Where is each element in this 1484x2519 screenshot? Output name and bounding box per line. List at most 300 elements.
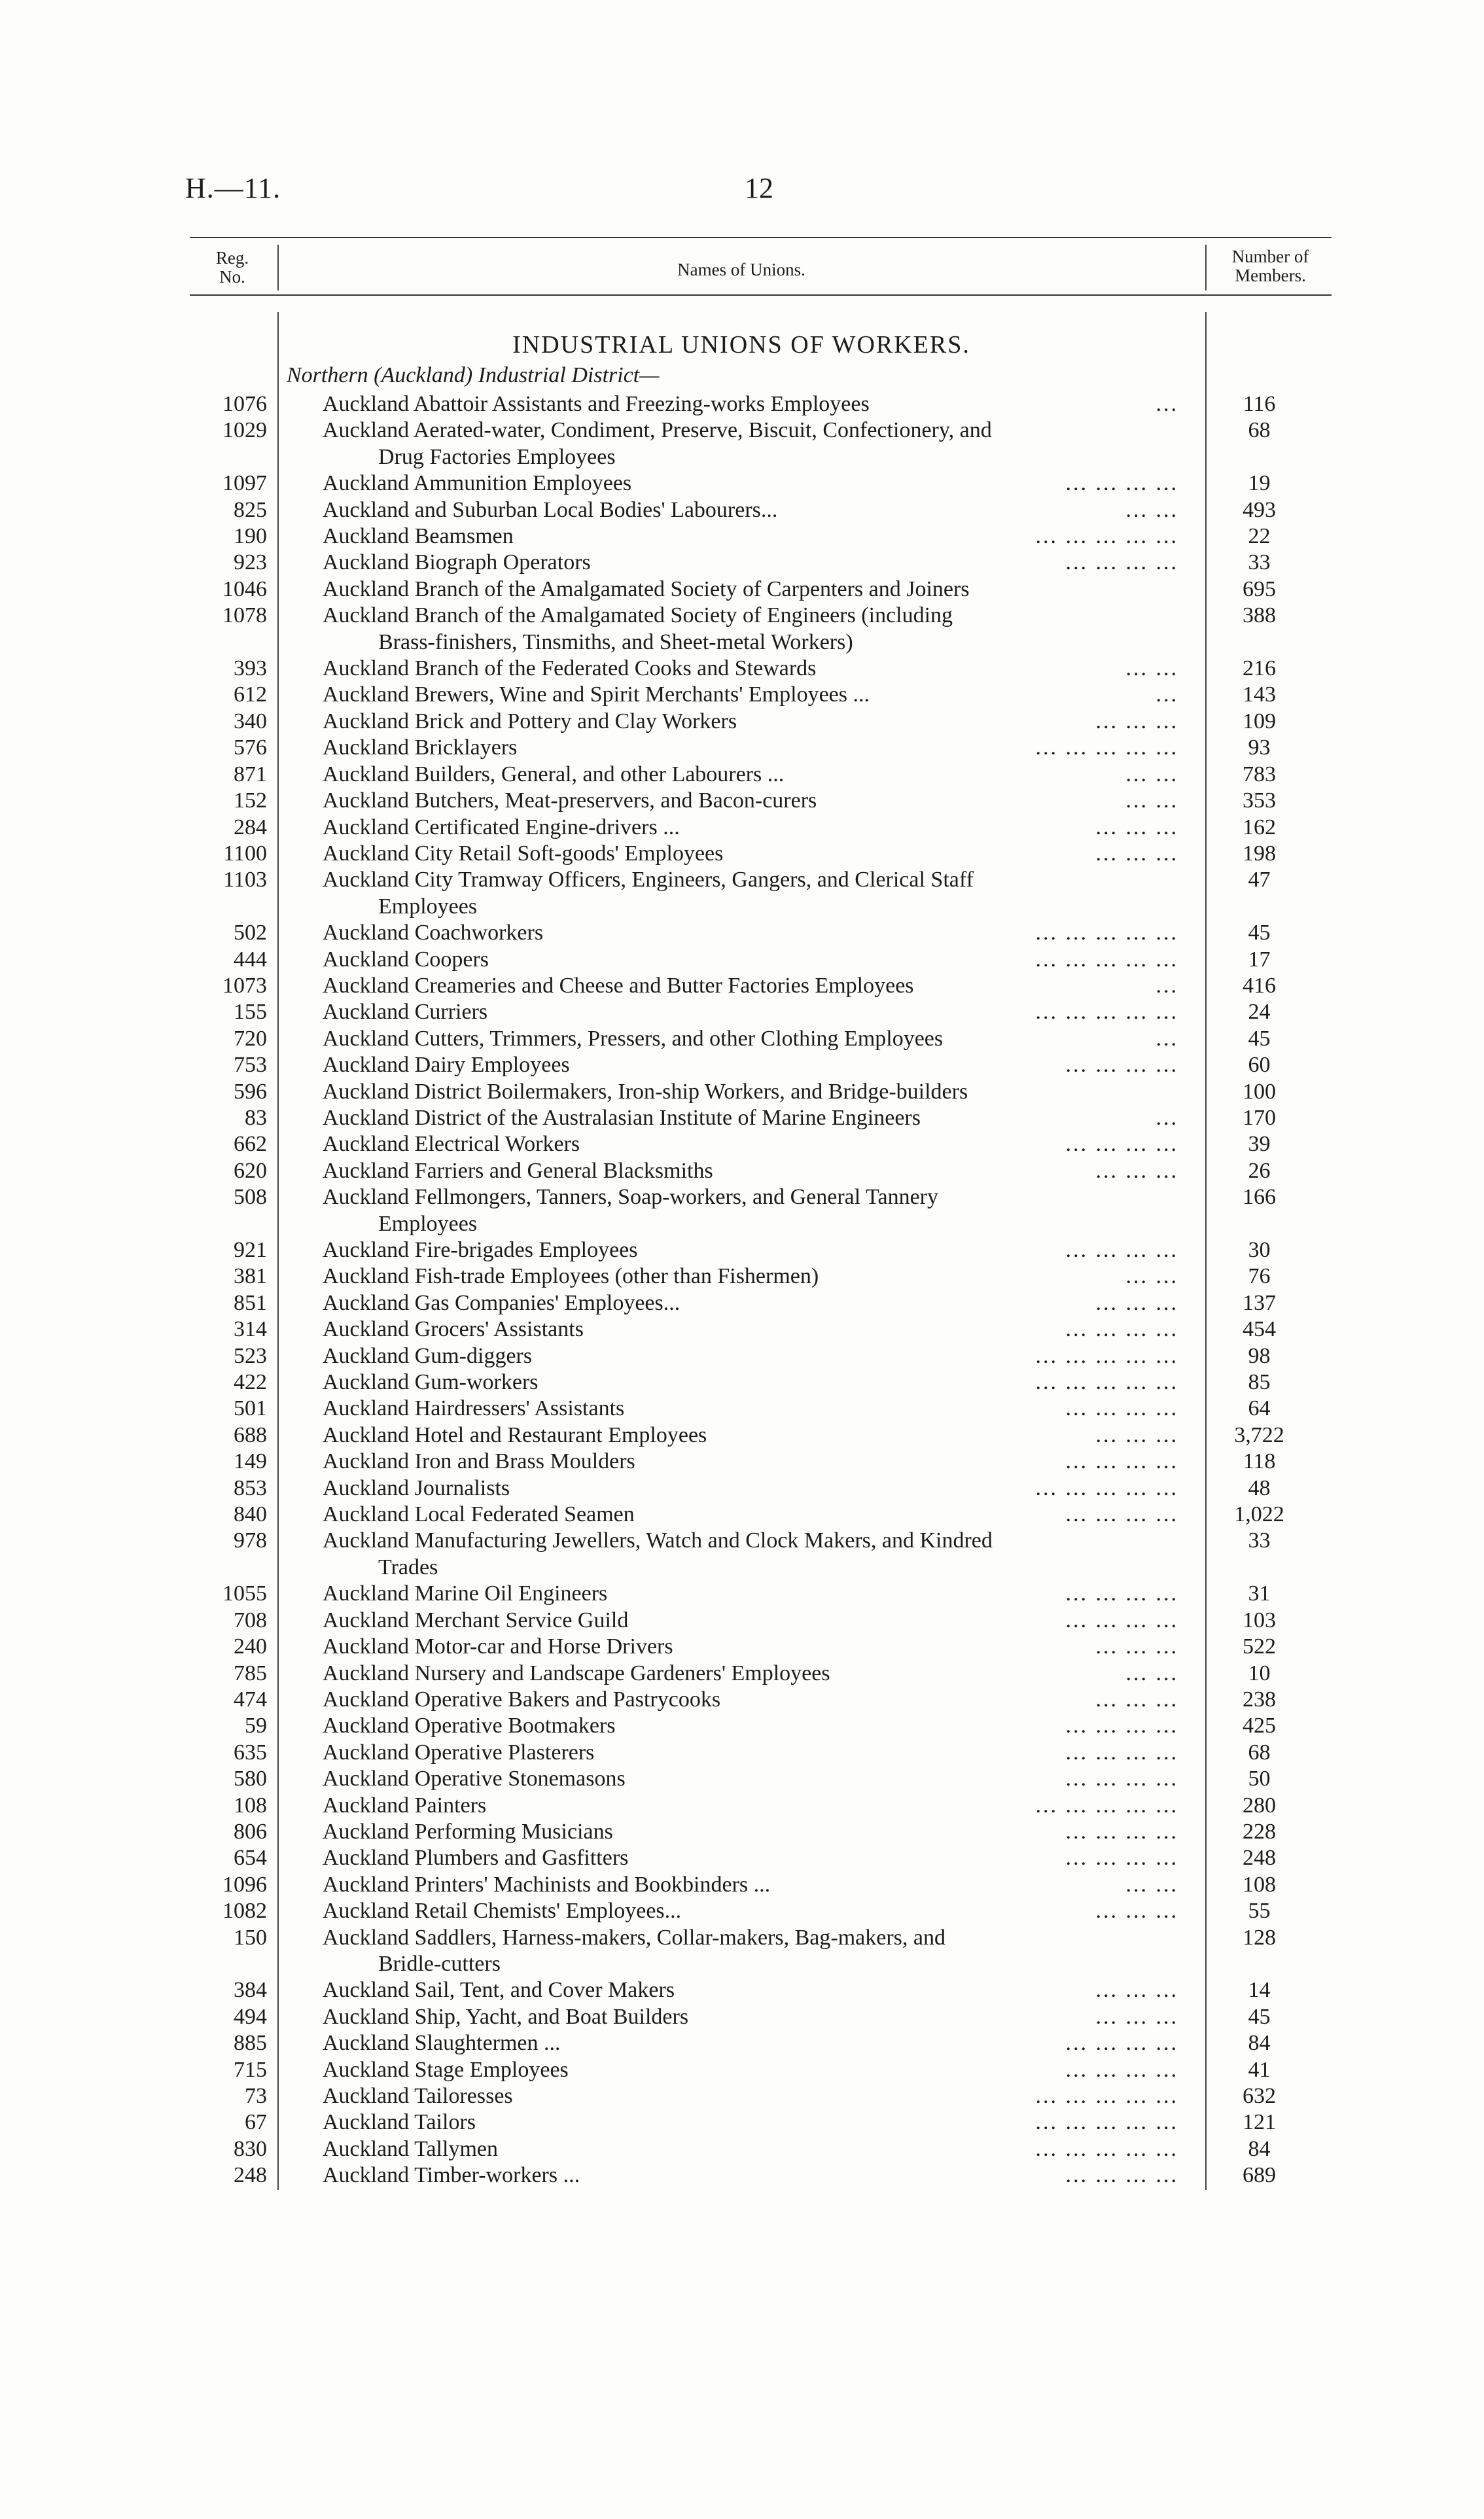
district-heading: Northern (Auckland) Industrial District— bbox=[287, 363, 660, 387]
member-count: 162 bbox=[1243, 815, 1276, 839]
union-name-line: Auckland Journalists bbox=[323, 1475, 510, 1500]
reg-number: 523 bbox=[234, 1343, 267, 1368]
union-name-line: Auckland Saddlers, Harness-makers, Collar-makers, Bag-makers, and bbox=[323, 1925, 945, 1950]
reg-number: 155 bbox=[234, 1000, 267, 1025]
reg-number: 708 bbox=[234, 1608, 267, 1632]
union-name bbox=[323, 1977, 1178, 2003]
union-name-line: Auckland Bricklayers bbox=[323, 735, 518, 760]
union-name-continuation: Employees bbox=[378, 1211, 478, 1236]
table-row bbox=[190, 1343, 1332, 1369]
table-row bbox=[190, 417, 1332, 470]
reg-number: 1029 bbox=[222, 418, 267, 443]
table-row bbox=[190, 2109, 1332, 2136]
member-count: 198 bbox=[1243, 841, 1276, 866]
union-name-line: Auckland Local Federated Seamen bbox=[323, 1502, 635, 1527]
reg-number: 393 bbox=[234, 656, 267, 681]
union-name bbox=[323, 1581, 1178, 1607]
table-row bbox=[190, 1026, 1332, 1052]
union-name-line: Auckland and Suburban Local Bodies' Labourers... bbox=[323, 497, 778, 522]
union-name-line: Auckland Branch of the Amalgamated Society of Engineers (including bbox=[323, 603, 953, 628]
union-name-line: Auckland Nursery and Landscape Gardeners' Employees bbox=[323, 1661, 830, 1685]
table-row bbox=[190, 788, 1332, 814]
reg-number: 825 bbox=[234, 497, 267, 522]
union-name-line: Auckland Beamsmen bbox=[323, 524, 514, 549]
table-row bbox=[190, 1237, 1332, 1263]
union-name bbox=[323, 2057, 1178, 2083]
reg-number: 248 bbox=[234, 2163, 267, 2188]
leader-dots: ... ... ... ... bbox=[1065, 2031, 1178, 2056]
table-row bbox=[190, 1687, 1332, 1713]
member-count: 10 bbox=[1248, 1661, 1271, 1685]
union-name bbox=[323, 999, 1178, 1025]
page-number: 12 bbox=[745, 172, 773, 204]
reg-number: 1073 bbox=[222, 973, 267, 998]
leader-dots: ... ... ... ... ... bbox=[1035, 1475, 1178, 1500]
leader-dots: ... ... ... bbox=[1095, 1687, 1178, 1712]
leader-dots: ... ... ... bbox=[1095, 1634, 1178, 1659]
table-row bbox=[190, 576, 1332, 603]
union-name-line: Auckland Tallymen bbox=[323, 2136, 498, 2161]
reg-number: 314 bbox=[234, 1317, 267, 1342]
union-name bbox=[323, 1819, 1178, 1845]
union-name bbox=[323, 603, 1178, 656]
member-count: 68 bbox=[1248, 1740, 1271, 1765]
union-name-continuation: Bridle-cutters bbox=[378, 1951, 501, 1976]
union-name-line: Auckland Fellmongers, Tanners, Soap-workers, and General Tannery bbox=[323, 1185, 938, 1210]
member-count: 103 bbox=[1243, 1608, 1276, 1632]
leader-dots: ... ... ... ... bbox=[1065, 471, 1178, 496]
union-name bbox=[323, 1661, 1178, 1687]
table-row bbox=[190, 2004, 1332, 2030]
table-row bbox=[190, 1079, 1332, 1105]
leader-dots: ... ... ... bbox=[1095, 2004, 1178, 2029]
member-count: 26 bbox=[1248, 1158, 1271, 1183]
leader-dots: ... ... ... ... ... bbox=[1035, 524, 1178, 549]
member-count: 98 bbox=[1248, 1343, 1271, 1368]
union-name-line: Auckland Gum-diggers bbox=[323, 1343, 533, 1368]
member-count: 84 bbox=[1248, 2031, 1271, 2056]
table-row bbox=[190, 920, 1332, 946]
union-name-line: Auckland Timber-workers ... bbox=[323, 2163, 580, 2188]
member-count: 116 bbox=[1243, 392, 1276, 416]
leader-dots: ... bbox=[1156, 973, 1178, 998]
member-count: 47 bbox=[1248, 868, 1271, 892]
member-count: 128 bbox=[1243, 1925, 1276, 1950]
table-row bbox=[190, 1608, 1332, 1634]
reg-number: 149 bbox=[234, 1449, 267, 1474]
member-count: 689 bbox=[1243, 2163, 1276, 2188]
reg-number: 654 bbox=[234, 1846, 267, 1871]
reg-number: 753 bbox=[234, 1053, 267, 1078]
union-name-line: Auckland Curriers bbox=[323, 1000, 488, 1025]
union-name-line: Auckland Operative Bootmakers bbox=[323, 1714, 616, 1738]
reg-number: 871 bbox=[234, 762, 267, 786]
leader-dots: ... ... ... ... ... bbox=[1035, 947, 1178, 972]
leader-dots: ... ... ... ... bbox=[1065, 1132, 1178, 1157]
member-count: 118 bbox=[1243, 1449, 1276, 1474]
member-count: 170 bbox=[1243, 1105, 1276, 1130]
column-header-names: Names of Unions. bbox=[677, 260, 805, 279]
leader-dots: ... ... ... bbox=[1095, 1290, 1178, 1315]
reg-number: 785 bbox=[234, 1661, 267, 1685]
union-name bbox=[323, 576, 1178, 603]
member-count: 166 bbox=[1243, 1185, 1276, 1210]
table-row bbox=[190, 603, 1332, 656]
member-count: 388 bbox=[1243, 603, 1276, 628]
table-row bbox=[190, 1845, 1332, 1871]
member-count: 60 bbox=[1248, 1053, 1271, 1078]
leader-dots: ... ... ... ... ... bbox=[1035, 735, 1178, 760]
reg-number: 830 bbox=[234, 2136, 267, 2161]
leader-dots: ... ... ... bbox=[1095, 815, 1178, 839]
union-name bbox=[323, 1475, 1178, 1502]
union-name-line: Auckland Branch of the Amalgamated Society of Carpenters and Joiners bbox=[323, 576, 970, 601]
union-name bbox=[323, 1158, 1178, 1184]
member-count: 24 bbox=[1248, 1000, 1271, 1025]
union-name bbox=[323, 1687, 1178, 1713]
section-title: INDUSTRIAL UNIONS OF WORKERS. bbox=[512, 331, 970, 359]
leader-dots: ... ... bbox=[1125, 1661, 1178, 1685]
member-count: 454 bbox=[1243, 1317, 1276, 1342]
reg-number: 444 bbox=[234, 947, 267, 972]
leader-dots: ... ... ... ... bbox=[1065, 1714, 1178, 1738]
reg-number: 715 bbox=[234, 2057, 267, 2082]
union-name bbox=[323, 1343, 1178, 1369]
leader-dots: ... ... ... bbox=[1095, 1158, 1178, 1183]
reg-number: 384 bbox=[234, 1978, 267, 2003]
member-count: 493 bbox=[1243, 497, 1276, 522]
table-row bbox=[190, 1369, 1332, 1396]
union-name-line: Auckland Butchers, Meat-preservers, and Bacon-curers bbox=[323, 788, 817, 813]
reg-number: 1097 bbox=[222, 471, 267, 496]
union-name-line: Auckland Fire-brigades Employees bbox=[323, 1238, 638, 1262]
leader-dots: ... ... ... ... ... bbox=[1035, 2110, 1178, 2135]
union-name bbox=[323, 682, 1178, 708]
union-name bbox=[323, 470, 1178, 497]
table-row bbox=[190, 735, 1332, 761]
reg-number: 59 bbox=[245, 1714, 267, 1738]
table-row bbox=[190, 1819, 1332, 1845]
column-divider bbox=[1205, 245, 1207, 291]
union-name bbox=[323, 1872, 1178, 1898]
reg-number: 921 bbox=[234, 1238, 267, 1262]
table-row bbox=[190, 1528, 1332, 1581]
union-name bbox=[323, 1237, 1178, 1263]
union-name bbox=[323, 1316, 1178, 1343]
union-name bbox=[323, 973, 1178, 999]
member-count: 100 bbox=[1243, 1079, 1276, 1104]
union-name-line: Auckland Operative Bakers and Pastrycooks bbox=[323, 1687, 721, 1712]
union-name bbox=[323, 1263, 1178, 1290]
union-name-line: Auckland Slaughtermen ... bbox=[323, 2031, 561, 2056]
member-count: 68 bbox=[1248, 418, 1271, 443]
page-header bbox=[185, 171, 1320, 211]
union-name bbox=[323, 550, 1178, 576]
table-row bbox=[190, 2136, 1332, 2162]
union-name bbox=[323, 2162, 1178, 2189]
leader-dots: ... ... ... ... bbox=[1065, 1502, 1178, 1527]
table-row bbox=[190, 1316, 1332, 1343]
leader-dots: ... ... ... ... ... bbox=[1035, 921, 1178, 945]
leader-dots: ... ... ... ... bbox=[1065, 1608, 1178, 1632]
union-name bbox=[323, 2136, 1178, 2162]
union-name-line: Auckland Grocers' Assistants bbox=[323, 1317, 584, 1342]
table-row bbox=[190, 1184, 1332, 1237]
leader-dots: ... ... ... ... bbox=[1065, 1238, 1178, 1262]
leader-dots: ... bbox=[1156, 392, 1178, 416]
union-name bbox=[323, 1740, 1178, 1766]
reg-number: 885 bbox=[234, 2031, 267, 2056]
union-name bbox=[323, 709, 1178, 735]
leader-dots: ... ... ... ... bbox=[1065, 1581, 1178, 1606]
table-top-rule bbox=[190, 237, 1332, 238]
union-name bbox=[323, 1052, 1178, 1078]
union-name-line: Auckland Motor-car and Horse Drivers bbox=[323, 1634, 673, 1659]
member-count: 31 bbox=[1248, 1581, 1271, 1606]
leader-dots: ... ... ... ... bbox=[1065, 1317, 1178, 1342]
table-row bbox=[190, 973, 1332, 999]
leader-dots: ... ... bbox=[1125, 762, 1178, 786]
leader-dots: ... ... ... ... ... bbox=[1035, 1343, 1178, 1368]
union-name bbox=[323, 1290, 1178, 1316]
leader-dots: ... ... ... bbox=[1095, 1899, 1178, 1924]
table-row bbox=[190, 497, 1332, 523]
union-name-line: Auckland Tailoresses bbox=[323, 2084, 513, 2108]
reg-number: 720 bbox=[234, 1026, 267, 1051]
reg-number: 108 bbox=[234, 1793, 267, 1818]
member-count: 50 bbox=[1248, 1767, 1271, 1791]
leader-dots: ... ... ... ... ... bbox=[1035, 1370, 1178, 1395]
member-count: 248 bbox=[1243, 1846, 1276, 1871]
member-count: 695 bbox=[1243, 576, 1276, 601]
member-count: 30 bbox=[1248, 1238, 1271, 1262]
union-name-line: Auckland Painters bbox=[323, 1793, 487, 1818]
member-count: 416 bbox=[1243, 973, 1276, 998]
leader-dots: ... ... ... ... bbox=[1065, 1396, 1178, 1421]
member-count: 39 bbox=[1248, 1132, 1271, 1157]
union-name-continuation: Trades bbox=[378, 1555, 438, 1579]
union-name-line: Auckland Iron and Brass Moulders bbox=[323, 1449, 635, 1474]
union-name-line: Auckland Gas Companies' Employees... bbox=[323, 1290, 680, 1315]
member-count: 121 bbox=[1243, 2110, 1276, 2135]
reg-number: 494 bbox=[234, 2004, 267, 2029]
union-name-line: Auckland District Boilermakers, Iron-ship Workers, and Bridge-builders bbox=[323, 1079, 968, 1104]
union-name-line: Auckland Brick and Pottery and Clay Workers bbox=[323, 709, 737, 733]
union-name-line: Auckland District of the Australasian Institute of Marine Engineers bbox=[323, 1105, 921, 1130]
reg-number: 635 bbox=[234, 1740, 267, 1765]
member-count: 108 bbox=[1243, 1872, 1276, 1897]
union-name-line: Auckland Sail, Tent, and Cover Makers bbox=[323, 1978, 675, 2003]
union-name bbox=[323, 1528, 1178, 1581]
reg-number: 508 bbox=[234, 1185, 267, 1210]
union-name-continuation: Drug Factories Employees bbox=[378, 444, 616, 469]
table-row bbox=[190, 2057, 1332, 2083]
table-row bbox=[190, 1661, 1332, 1687]
leader-dots: ... ... ... ... bbox=[1065, 550, 1178, 575]
union-name bbox=[323, 497, 1178, 523]
union-name bbox=[323, 1925, 1178, 1978]
reg-number: 1100 bbox=[223, 841, 267, 866]
reg-number: 923 bbox=[234, 550, 267, 575]
union-name bbox=[323, 762, 1178, 788]
member-count: 14 bbox=[1248, 1978, 1271, 2003]
union-name bbox=[323, 788, 1178, 814]
union-name bbox=[323, 1766, 1178, 1792]
union-name bbox=[323, 1634, 1178, 1660]
union-name bbox=[323, 1422, 1178, 1449]
table-row bbox=[190, 867, 1332, 920]
table-row bbox=[190, 1052, 1332, 1078]
leader-dots: ... bbox=[1156, 1026, 1178, 1051]
member-count: 783 bbox=[1243, 762, 1276, 786]
reg-number: 978 bbox=[234, 1528, 267, 1553]
member-count: 84 bbox=[1248, 2136, 1271, 2161]
union-name-line: Auckland Stage Employees bbox=[323, 2057, 569, 2082]
union-name bbox=[323, 417, 1178, 470]
union-name-line: Auckland Aerated-water, Condiment, Preserve, Biscuit, Confectionery, and bbox=[323, 418, 992, 443]
column-divider bbox=[277, 245, 279, 291]
union-name-line: Auckland Manufacturing Jewellers, Watch and Clock Makers, and Kindred bbox=[323, 1528, 993, 1553]
union-name bbox=[323, 1105, 1178, 1131]
member-count: 228 bbox=[1243, 1819, 1276, 1844]
member-count: 33 bbox=[1248, 1528, 1271, 1553]
union-name-line: Auckland Merchant Service Guild bbox=[323, 1608, 629, 1632]
reg-number: 1096 bbox=[222, 1872, 267, 1897]
document-reference: H.—11. bbox=[185, 172, 281, 204]
union-name-line: Auckland Hotel and Restaurant Employees bbox=[323, 1422, 707, 1447]
table-row bbox=[190, 2162, 1332, 2189]
reg-number: 67 bbox=[245, 2110, 267, 2135]
table-row bbox=[190, 1793, 1332, 1819]
table-row bbox=[190, 2083, 1332, 2109]
reg-number: 340 bbox=[234, 709, 267, 733]
leader-dots: ... ... bbox=[1125, 656, 1178, 681]
table-row bbox=[190, 1449, 1332, 1475]
reg-number: 662 bbox=[234, 1132, 267, 1157]
reg-number: 1055 bbox=[222, 1581, 267, 1606]
leader-dots: ... ... ... ... bbox=[1065, 1819, 1178, 1844]
member-count: 238 bbox=[1243, 1687, 1276, 1712]
union-name bbox=[323, 1898, 1178, 1924]
table-row bbox=[190, 2030, 1332, 2056]
union-name-line: Auckland Operative Stonemasons bbox=[323, 1767, 626, 1791]
table-row bbox=[190, 1634, 1332, 1660]
column-header-reg-no: Reg. No. bbox=[215, 248, 249, 287]
leader-dots: ... ... ... bbox=[1095, 841, 1178, 866]
union-name bbox=[323, 1369, 1178, 1396]
leader-dots: ... ... bbox=[1125, 1872, 1178, 1897]
leader-dots: ... ... ... ... ... bbox=[1035, 2084, 1178, 2108]
union-name bbox=[323, 1079, 1178, 1105]
table-body bbox=[190, 391, 1332, 2189]
reg-number: 190 bbox=[234, 524, 267, 549]
member-count: 33 bbox=[1248, 550, 1271, 575]
union-name-line: Auckland Biograph Operators bbox=[323, 550, 591, 575]
union-name-line: Auckland Ammunition Employees bbox=[323, 471, 632, 496]
leader-dots: ... ... ... ... bbox=[1065, 1767, 1178, 1791]
reg-number: 422 bbox=[234, 1370, 267, 1395]
table-row bbox=[190, 1713, 1332, 1739]
table-row bbox=[190, 1475, 1332, 1502]
member-count: 45 bbox=[1248, 2004, 1271, 2029]
union-name-line: Auckland City Tramway Officers, Engineers, Gangers, and Clerical Staff bbox=[323, 868, 974, 892]
table-row bbox=[190, 1422, 1332, 1449]
table-row bbox=[190, 709, 1332, 735]
reg-number: 1046 bbox=[222, 576, 267, 601]
column-header-members: Number of Members. bbox=[1231, 247, 1309, 285]
table-row bbox=[190, 656, 1332, 682]
union-name-line: Auckland Dairy Employees bbox=[323, 1053, 570, 1078]
union-name-line: Auckland Tailors bbox=[323, 2110, 476, 2135]
table-row bbox=[190, 1872, 1332, 1898]
leader-dots: ... ... ... ... bbox=[1065, 1053, 1178, 1078]
reg-number: 474 bbox=[234, 1687, 267, 1712]
union-name-line: Auckland Coachworkers bbox=[323, 921, 544, 945]
union-name-line: Auckland Retail Chemists' Employees... bbox=[323, 1899, 682, 1924]
table-row bbox=[190, 841, 1332, 867]
union-name bbox=[323, 1396, 1178, 1422]
table-row bbox=[190, 999, 1332, 1025]
header-bottom-rule bbox=[190, 294, 1332, 296]
table-row bbox=[190, 1290, 1332, 1316]
member-count: 41 bbox=[1248, 2057, 1271, 2082]
union-name-line: Auckland Marine Oil Engineers bbox=[323, 1581, 608, 1606]
member-count: 109 bbox=[1243, 709, 1276, 733]
union-name bbox=[323, 867, 1178, 920]
member-count: 45 bbox=[1248, 921, 1271, 945]
reg-number: 840 bbox=[234, 1502, 267, 1527]
table-row bbox=[190, 1396, 1332, 1422]
table-row bbox=[190, 1977, 1332, 2003]
union-name bbox=[323, 1793, 1178, 1819]
table-row bbox=[190, 523, 1332, 550]
leader-dots: ... ... ... ... ... bbox=[1035, 1000, 1178, 1025]
union-name bbox=[323, 2030, 1178, 2056]
union-name bbox=[323, 1502, 1178, 1528]
member-count: 55 bbox=[1248, 1899, 1271, 1924]
reg-number: 612 bbox=[234, 682, 267, 707]
member-count: 137 bbox=[1243, 1290, 1276, 1315]
leader-dots: ... bbox=[1156, 1105, 1178, 1130]
union-name-line: Auckland Printers' Machinists and Bookbinders ... bbox=[323, 1872, 771, 1897]
leader-dots: ... ... ... bbox=[1095, 709, 1178, 733]
member-count: 22 bbox=[1248, 524, 1271, 549]
member-count: 216 bbox=[1243, 656, 1276, 681]
union-name-line: Auckland Creameries and Cheese and Butter Factories Employees bbox=[323, 973, 914, 998]
member-count: 85 bbox=[1248, 1370, 1271, 1395]
leader-dots: ... ... bbox=[1125, 497, 1178, 522]
reg-number: 620 bbox=[234, 1158, 267, 1183]
union-name-continuation: Employees bbox=[378, 894, 478, 919]
union-name bbox=[323, 656, 1178, 682]
union-name bbox=[323, 841, 1178, 867]
member-count: 280 bbox=[1243, 1793, 1276, 1818]
union-name bbox=[323, 1026, 1178, 1052]
reg-number: 284 bbox=[234, 815, 267, 839]
member-count: 425 bbox=[1243, 1714, 1276, 1738]
table-row bbox=[190, 1766, 1332, 1792]
union-name-line: Auckland Plumbers and Gasfitters bbox=[323, 1846, 629, 1871]
member-count: 143 bbox=[1243, 682, 1276, 707]
reg-number: 83 bbox=[245, 1105, 267, 1130]
union-name-line: Auckland Abattoir Assistants and Freezing-works Employees bbox=[323, 392, 870, 416]
reg-number: 1076 bbox=[222, 392, 267, 416]
table-row bbox=[190, 1158, 1332, 1184]
table-row bbox=[190, 1898, 1332, 1924]
reg-number: 576 bbox=[234, 735, 267, 760]
leader-dots: ... bbox=[1156, 682, 1178, 707]
member-count: 76 bbox=[1248, 1264, 1271, 1289]
